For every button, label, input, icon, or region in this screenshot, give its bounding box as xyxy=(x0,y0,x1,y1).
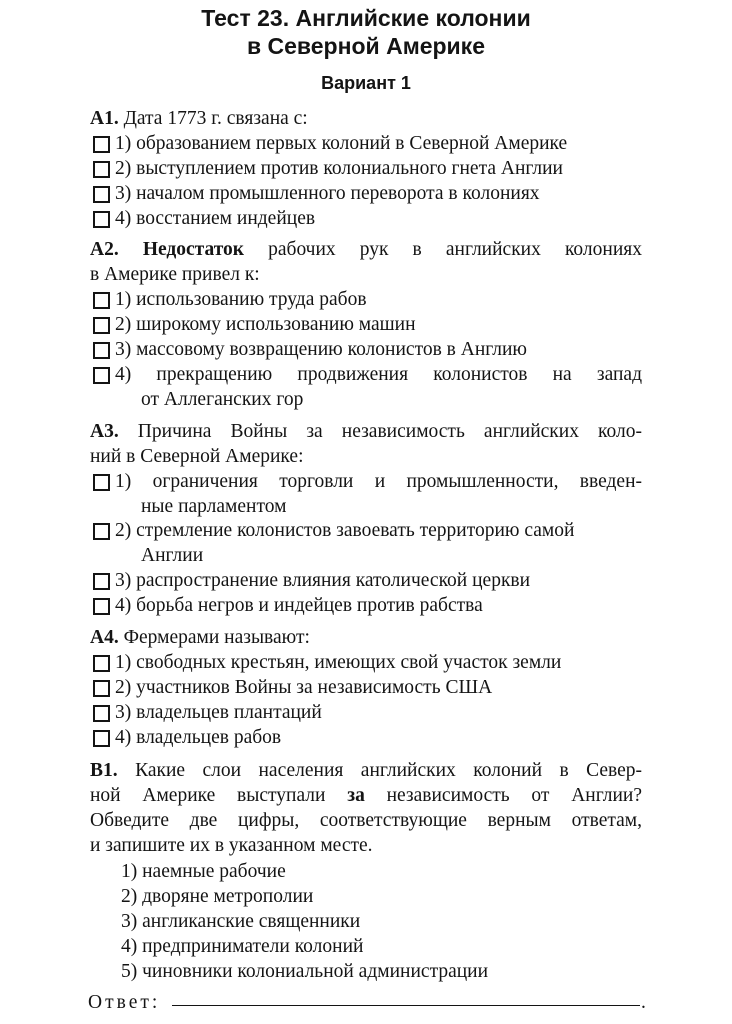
question-a3-number: А3. xyxy=(90,421,119,442)
question-a4-stem xyxy=(90,626,310,650)
option-b1-4: 4) предприниматели колоний xyxy=(121,936,364,957)
checkbox-a3-1[interactable] xyxy=(93,474,110,491)
checkbox-a1-4[interactable] xyxy=(93,211,110,228)
option-a3-3: 3) распространение влияния католической церкви xyxy=(115,570,531,591)
option-a3-2-cont: Англии xyxy=(141,545,204,566)
answer-label: Ответ: xyxy=(88,992,161,1013)
option-a2-2: 2) широкому использованию машин xyxy=(115,314,416,335)
option-a3-4: 4) борьба негров и индейцев против рабства xyxy=(115,595,483,616)
checkbox-a1-1[interactable] xyxy=(93,136,110,153)
question-a2-text-2: в Америке привел к: xyxy=(90,264,260,285)
question-a3-stem xyxy=(90,420,642,444)
checkbox-a2-4[interactable] xyxy=(93,367,110,384)
question-a4-text: Фермерами называют: xyxy=(118,627,310,648)
question-b1-text-2b: независимость от Англии? xyxy=(386,785,642,806)
question-b1-text-3: Обведите две цифры, соответствующие верным ответам, xyxy=(90,810,642,831)
option-b1-2: 2) дворяне метрополии xyxy=(121,886,314,907)
option-b1-1: 1) наемные рабочие xyxy=(121,861,286,882)
option-a1-1: 1) образованием первых колоний в Северной Америке xyxy=(115,133,568,154)
question-a4-number: А4. xyxy=(90,627,119,648)
question-b1-text-1: Какие слои населения английских колоний в Север- xyxy=(117,760,642,781)
checkbox-a1-3[interactable] xyxy=(93,186,110,203)
test-title-line2: в Северной Америке xyxy=(247,33,485,59)
question-b1-bold-word: за xyxy=(347,785,365,806)
option-a3-2: 2) стремление колонистов завоевать территорию самой xyxy=(115,520,575,541)
option-a3-1-cont: ные парламентом xyxy=(141,496,287,517)
question-a1-number: А1. xyxy=(90,108,119,129)
option-a4-2: 2) участников Войны за независимость США xyxy=(115,677,493,698)
option-b1-5: 5) чиновники колониальной администрации xyxy=(121,961,489,982)
question-b1-text-2a: ной Америке выступали xyxy=(90,785,326,806)
option-a2-3: 3) массовому возвращению колонистов в Англию xyxy=(115,339,528,360)
option-a2-4-cont: от Аллеганских гор xyxy=(141,389,304,410)
question-a3-text: Причина Войны за независимость английских коло- xyxy=(118,421,642,442)
question-b1-text-4: и запишите их в указанном месте. xyxy=(90,835,373,856)
question-b1-line2 xyxy=(90,784,642,808)
option-a1-3: 3) началом промышленного переворота в колониях xyxy=(115,183,540,204)
option-a3-1: 1) ограничения торговли и промышленности, введен- xyxy=(115,471,642,492)
question-b1-number: В1. xyxy=(90,760,118,781)
option-a2-4: 4) прекращению продвижения колонистов на запад xyxy=(115,364,642,385)
question-a2-text: рабочих рук в английских колониях xyxy=(244,239,642,260)
checkbox-a1-2[interactable] xyxy=(93,161,110,178)
checkbox-a2-2[interactable] xyxy=(93,317,110,334)
checkbox-a3-4[interactable] xyxy=(93,598,110,615)
question-b1-stem xyxy=(90,759,642,783)
option-b1-3: 3) англиканские священники xyxy=(121,911,361,932)
checkbox-a2-1[interactable] xyxy=(93,292,110,309)
answer-input-line[interactable] xyxy=(172,1005,640,1006)
option-a4-4: 4) владельцев рабов xyxy=(115,727,282,748)
checkbox-a4-3[interactable] xyxy=(93,705,110,722)
question-a2-stem xyxy=(90,238,642,262)
checkbox-a4-2[interactable] xyxy=(93,680,110,697)
answer-end-period: . xyxy=(641,992,646,1013)
question-a1-stem xyxy=(90,107,308,131)
question-a2-bold-word: Недостаток xyxy=(142,239,245,260)
question-a1-text: Дата 1773 г. связана с: xyxy=(118,108,308,129)
checkbox-a3-3[interactable] xyxy=(93,573,110,590)
checkbox-a4-4[interactable] xyxy=(93,730,110,747)
test-title-line1: Тест 23. Английские колонии xyxy=(201,5,531,31)
option-a1-4: 4) восстанием индейцев xyxy=(115,208,316,229)
option-a4-3: 3) владельцев плантаций xyxy=(115,702,322,723)
question-a3-text-2: ний в Северной Америке: xyxy=(90,446,304,467)
option-a1-2: 2) выступлением против колониального гнета Англии xyxy=(115,158,563,179)
question-a2-number: А2. xyxy=(90,239,119,260)
checkbox-a2-3[interactable] xyxy=(93,342,110,359)
variant-label: Вариант 1 xyxy=(321,73,411,93)
checkbox-a3-2[interactable] xyxy=(93,523,110,540)
option-a2-1: 1) использованию труда рабов xyxy=(115,289,367,310)
option-a4-1: 1) свободных крестьян, имеющих свой участок земли xyxy=(115,652,562,673)
checkbox-a4-1[interactable] xyxy=(93,655,110,672)
